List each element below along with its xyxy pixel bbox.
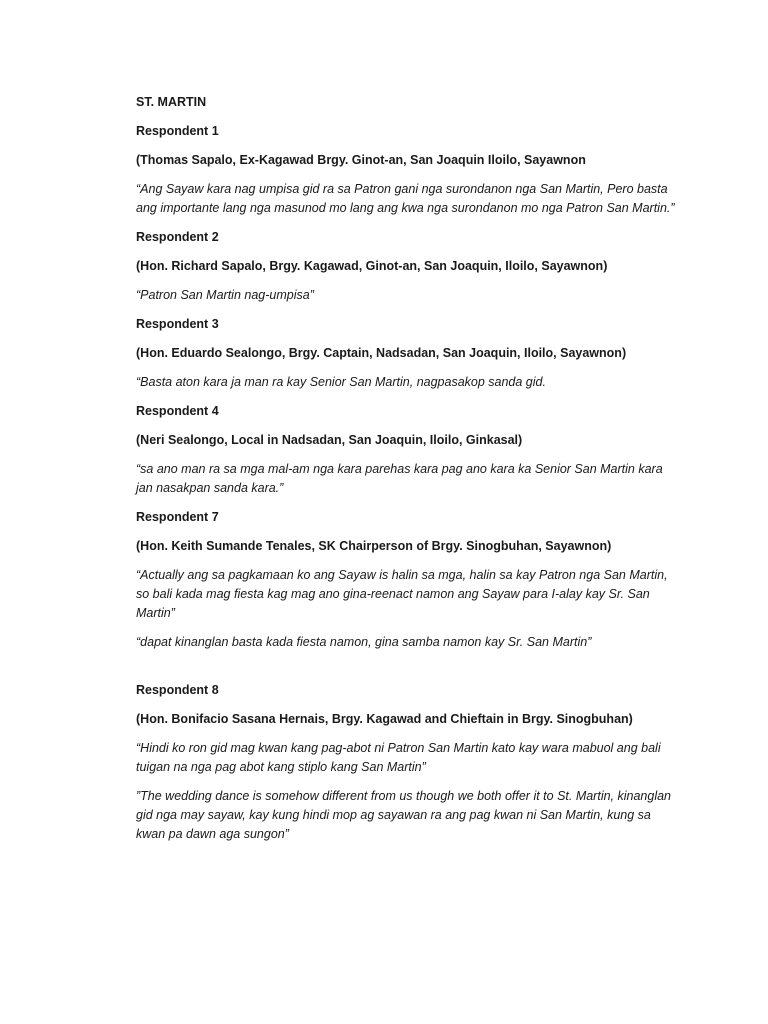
respondent-quote: “Actually ang sa pagkamaan ko ang Sayaw is halin sa mga, halin sa kay Patron nga San Martin, so bali kada mag fiesta kag mag ano gina-reenact namon ang Sayaw para I-alay kay Sr. San Martin”	[136, 568, 668, 620]
respondent-info: (Thomas Sapalo, Ex-Kagawad Brgy. Ginot-an, San Joaquin Iloilo, Sayawnon	[136, 153, 586, 167]
respondent-info: (Hon. Eduardo Sealongo, Brgy. Captain, Nadsadan, San Joaquin, Iloilo, Sayawnon)	[136, 346, 627, 360]
respondent-heading: Respondent 3	[136, 317, 219, 331]
respondent-quote: “Hindi ko ron gid mag kwan kang pag-abot ni Patron San Martin kato kay wara mabuol ang bali tuigan na nga pag abot kang stiplo kang San Martin”	[136, 741, 661, 774]
respondent-quote: “sa ano man ra sa mga mal-am nga kara parehas kara pag ano kara ka Senior San Martin kara jan nasakpan sanda kara.”	[136, 462, 663, 495]
respondent-heading: Respondent 2	[136, 230, 219, 244]
respondent-heading: Respondent 7	[136, 510, 219, 524]
respondent-quote: “Basta aton kara ja man ra kay Senior San Martin, nagpasakop sanda gid.	[136, 375, 546, 389]
respondent-info: (Hon. Richard Sapalo, Brgy. Kagawad, Ginot-an, San Joaquin, Iloilo, Sayawnon)	[136, 259, 608, 273]
respondent-heading: Respondent 8	[136, 683, 219, 697]
respondent-quote: ”The wedding dance is somehow different from us though we both offer it to St. Martin, kinanglan gid nga may sayaw, kay kung hindi mop ag sayawan ra ang pag kwan ni San Martin, kung sa kwan pa dawn aga sungon”	[136, 789, 672, 841]
document-title: ST. MARTIN	[136, 95, 207, 109]
spacer	[136, 662, 676, 681]
document-page	[136, 93, 676, 854]
respondent-heading: Respondent 1	[136, 124, 219, 138]
respondent-info: (Hon. Bonifacio Sasana Hernais, Brgy. Kagawad and Chieftain in Brgy. Sinogbuhan)	[136, 712, 633, 726]
respondent-quote: “Ang Sayaw kara nag umpisa gid ra sa Patron gani nga surondanon nga San Martin, Pero basta ang importante lang nga masunod mo lang ang kwa nga surondanon mo nga Patron San Martin.”	[136, 182, 675, 215]
respondent-quote: “Patron San Martin nag-umpisa”	[136, 288, 314, 302]
respondent-info: (Neri Sealongo, Local in Nadsadan, San Joaquin, Iloilo, Ginkasal)	[136, 433, 523, 447]
respondent-heading: Respondent 4	[136, 404, 219, 418]
respondent-quote: “dapat kinanglan basta kada fiesta namon, gina samba namon kay Sr. San Martin”	[136, 635, 592, 649]
respondent-info: (Hon. Keith Sumande Tenales, SK Chairperson of Brgy. Sinogbuhan, Sayawnon)	[136, 539, 612, 553]
